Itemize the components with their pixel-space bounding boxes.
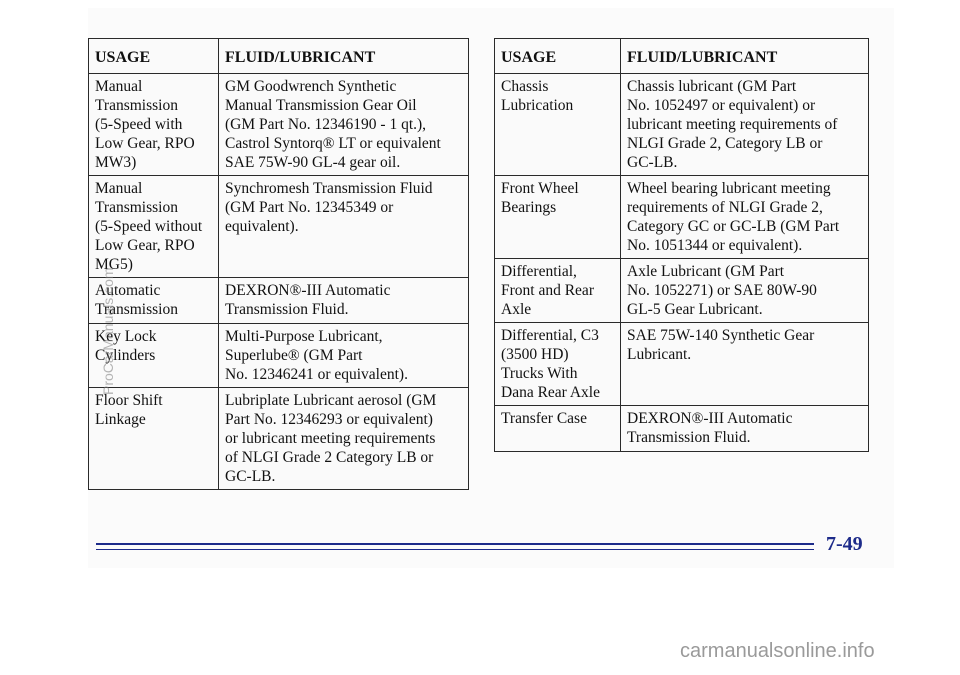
fluid-cell: Wheel bearing lubricant meeting requirements of NLGI Grade 2, Category GC or GC-LB (GM Part No. 1051344 or equivalent). — [621, 176, 869, 259]
fluid-cell: DEXRON®-III Automatic Transmission Fluid. — [621, 406, 869, 452]
fluid-cell: Multi-Purpose Lubricant, Superlube® (GM Part No. 12346241 or equivalent). — [219, 324, 469, 388]
usage-cell: Differential, C3 (3500 HD) Trucks With Dana Rear Axle — [495, 323, 621, 406]
table-header-row — [89, 39, 469, 74]
usage-cell: Front Wheel Bearings — [495, 176, 621, 259]
fluid-cell: DEXRON®-III Automatic Transmission Fluid. — [219, 278, 469, 324]
fluid-cell: Axle Lubricant (GM Part No. 1052271) or SAE 80W-90 GL-5 Gear Lubricant. — [621, 259, 869, 323]
table-row — [495, 176, 869, 259]
footer-rule — [96, 543, 814, 545]
table-row — [89, 176, 469, 278]
table-row — [495, 406, 869, 452]
fluid-header: FLUID/LUBRICANT — [621, 39, 869, 74]
usage-cell: Manual Transmission (5-Speed with Low Gear, RPO MW3) — [89, 74, 219, 176]
left-fluid-table — [88, 38, 469, 490]
fluid-cell: GM Goodwrench Synthetic Manual Transmission Gear Oil (GM Part No. 12346190 - 1 qt.), Castrol Syntorq® LT or equivalent SAE 75W-90 GL-4 gear oil. — [219, 74, 469, 176]
side-watermark: ProCarManuals.com — [100, 267, 116, 395]
usage-cell: Manual Transmission (5-Speed without Low Gear, RPO MG5) — [89, 176, 219, 278]
table-row — [495, 323, 869, 406]
usage-cell: Transfer Case — [495, 406, 621, 452]
fluid-cell: Lubriplate Lubricant aerosol (GM Part No. 12346293 or equivalent) or lubricant meeting requirements of NLGI Grade 2 Category LB or GC-LB. — [219, 388, 469, 490]
usage-cell: Differential, Front and Rear Axle — [495, 259, 621, 323]
usage-header: USAGE — [495, 39, 621, 74]
table-row — [89, 324, 469, 388]
footer-rule-thin — [96, 549, 814, 550]
fluid-header: FLUID/LUBRICANT — [219, 39, 469, 74]
bottom-watermark: carmanualsonline.info — [680, 640, 875, 662]
table-row — [495, 74, 869, 176]
table-row — [89, 388, 469, 490]
table-header-row — [495, 39, 869, 74]
usage-header: USAGE — [89, 39, 219, 74]
usage-cell: Key Lock Cylinders — [89, 324, 219, 388]
fluid-cell: Synchromesh Transmission Fluid (GM Part No. 12345349 or equivalent). — [219, 176, 469, 278]
usage-cell: Automatic Transmission — [89, 278, 219, 324]
usage-cell: Floor Shift Linkage — [89, 388, 219, 490]
table-row — [89, 278, 469, 324]
table-row — [495, 259, 869, 323]
fluid-cell: Chassis lubricant (GM Part No. 1052497 or equivalent) or lubricant meeting requirements of NLGI Grade 2, Category LB or GC-LB. — [621, 74, 869, 176]
table-row — [89, 74, 469, 176]
fluid-cell: SAE 75W-140 Synthetic Gear Lubricant. — [621, 323, 869, 406]
usage-cell: Chassis Lubrication — [495, 74, 621, 176]
right-fluid-table — [494, 38, 869, 452]
page-number: 7-49 — [826, 533, 863, 555]
